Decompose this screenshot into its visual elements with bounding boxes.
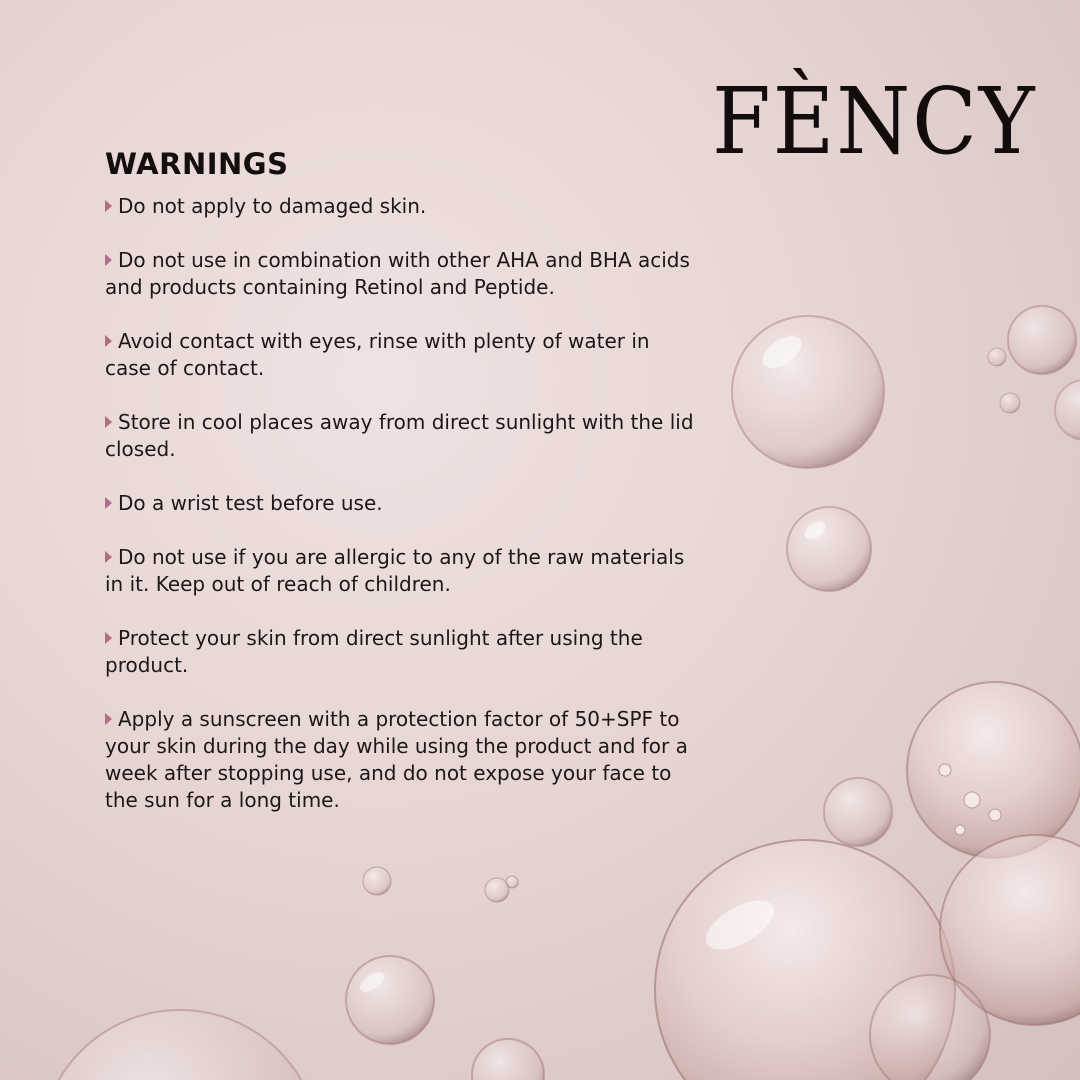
warning-item [105,409,695,463]
triangle-right-icon [105,551,112,563]
warning-text: Do not apply to damaged skin. [118,194,427,218]
brand-logo [712,68,1037,175]
warning-item [105,193,695,220]
warning-item [105,544,695,598]
warning-text: Avoid contact with eyes, rinse with plenty of water in case of contact. [105,329,650,380]
triangle-right-icon [105,632,112,644]
warning-item [105,247,695,301]
warnings-title: WARNINGS [105,147,289,181]
triangle-right-icon [105,254,112,266]
warnings-list [105,193,695,814]
brand-name: FÈNCY [712,68,1037,175]
triangle-right-icon [105,497,112,509]
warnings-section [105,145,695,841]
bubble-cluster-bottom [40,867,544,1080]
warning-item [105,490,695,517]
triangle-right-icon [105,335,112,347]
bubble-cluster-right [655,306,1080,1080]
warning-text: Do a wrist test before use. [118,491,383,515]
warning-item [105,706,695,814]
warning-text: Apply a sunscreen with a protection factor of 50+SPF to your skin during the day while using the product and for a week after stopping use, and do not expose your face to the sun for a long time. [105,707,688,812]
warning-text: Protect your skin from direct sunlight after using the product. [105,626,643,677]
warning-item [105,328,695,382]
warning-text: Do not use if you are allergic to any of the raw materials in it. Keep out of reach of children. [105,545,685,596]
warning-text: Store in cool places away from direct sunlight with the lid closed. [105,410,694,461]
triangle-right-icon [105,200,112,212]
triangle-right-icon [105,416,112,428]
warning-item [105,625,695,679]
warning-text: Do not use in combination with other AHA and BHA acids and products containing Retinol and Peptide. [105,248,690,299]
triangle-right-icon [105,713,112,725]
